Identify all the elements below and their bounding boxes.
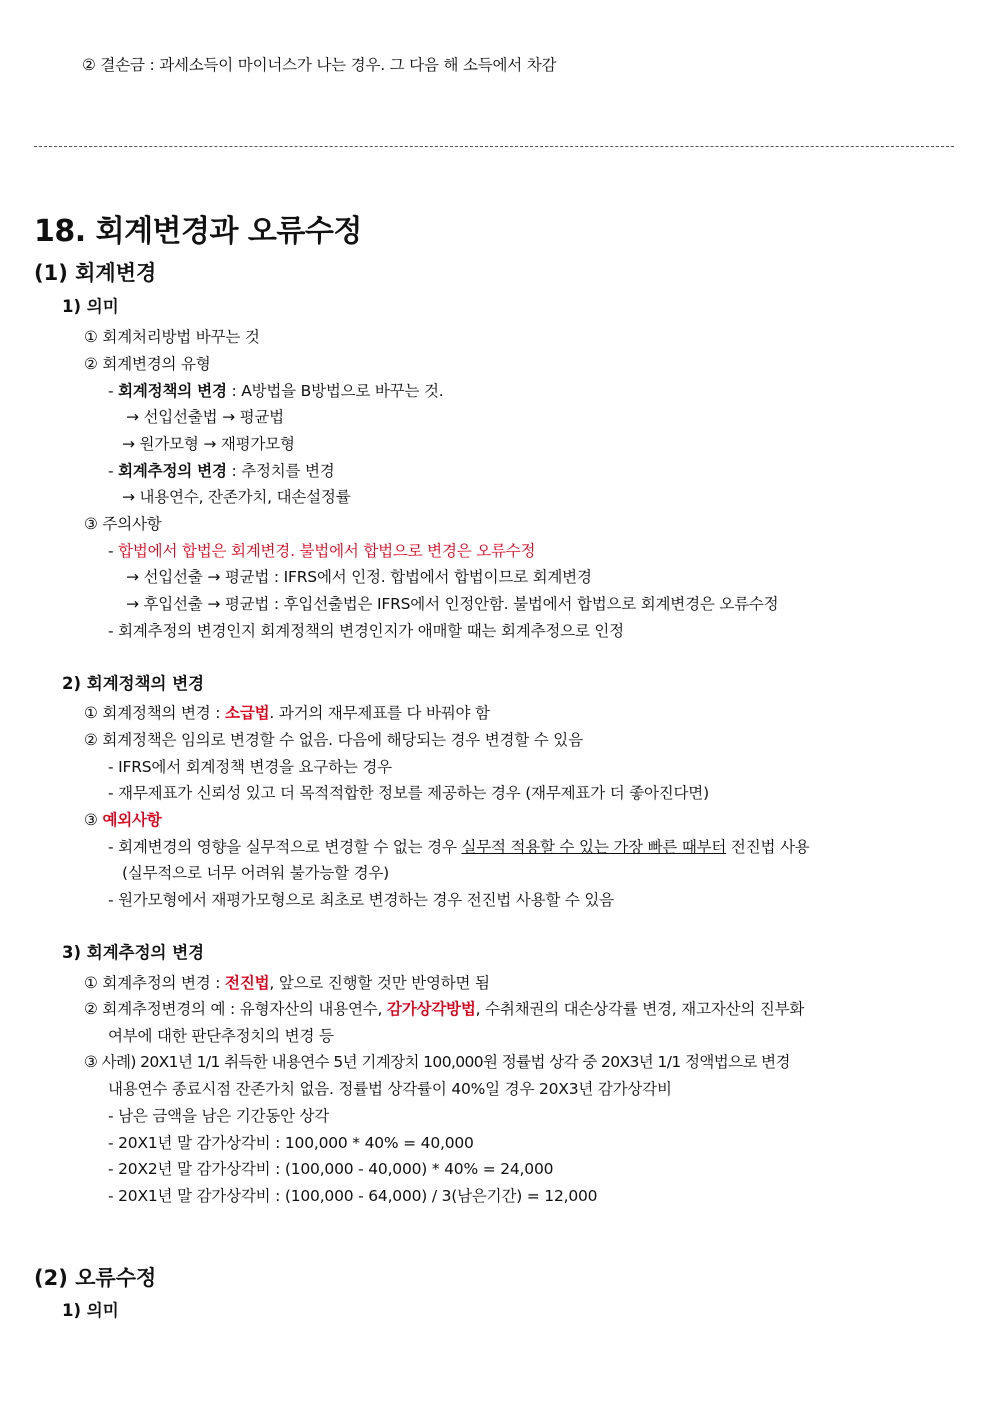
section-heading-accounting-change: (1) 회계변경 xyxy=(34,261,157,285)
list-item: - 20X1년 말 감가상각비 : 100,000 * 40% = 40,000 xyxy=(108,1134,474,1152)
list-item: - 회계정책의 변경 : A방법을 B방법으로 바꾸는 것. xyxy=(108,382,444,400)
list-item: - 20X1년 말 감가상각비 : (100,000 - 64,000) / 3(남은기간) = 12,000 xyxy=(108,1187,598,1205)
policy-change-label: 회계정책의 변경 xyxy=(118,382,227,400)
loss-carryforward-item: ② 결손금 : 과세소득이 마이너스가 나는 경우. 그 다음 해 소득에서 차감 xyxy=(82,56,557,74)
list-item: - 회계변경의 영향을 실무적으로 변경할 수 없는 경우 실무적 적용할 수 있는 가장 빠른 때부터 전진법 사용 xyxy=(108,838,810,856)
list-item: ③ 사례) 20X1년 1/1 취득한 내용연수 5년 기계장치 100,000원 정률법 상각 중 20X3년 1/1 정액법으로 변경 xyxy=(84,1053,790,1071)
list-item: - 회계추정의 변경인지 회계정책의 변경인지가 애매할 때는 회계추정으로 인정 xyxy=(108,622,624,640)
depreciation-method-red: 감가상각방법 xyxy=(386,1000,476,1018)
underlined-phrase: 실무적 적용할 수 있는 가장 빠른 때부터 xyxy=(461,838,727,856)
list-item: ① 회계추정의 변경 : 전진법, 앞으로 진행할 것만 반영하면 됨 xyxy=(84,974,490,992)
list-item: → 선입선출법 → 평균법 xyxy=(126,408,284,426)
list-item: - 20X2년 말 감가상각비 : (100,000 - 40,000) * 40% = 24,000 xyxy=(108,1160,554,1178)
list-item: ② 회계정책은 임의로 변경할 수 없음. 다음에 해당되는 경우 변경할 수 있음 xyxy=(84,731,583,749)
estimate-change-label: 회계추정의 변경 xyxy=(118,462,227,480)
list-item: ③ 예외사항 xyxy=(84,811,162,829)
section-heading-error-correction: (2) 오류수정 xyxy=(34,1266,157,1290)
section-divider xyxy=(34,146,954,147)
list-item: (실무적으로 너무 어려워 불가능할 경우) xyxy=(122,864,389,882)
list-item: ① 회계정책의 변경 : 소급법. 과거의 재무제표를 다 바꿔야 함 xyxy=(84,704,490,722)
subsection-heading-estimate-change: 3) 회계추정의 변경 xyxy=(62,943,205,962)
exception-red: 예외사항 xyxy=(102,811,162,829)
list-item: → 내용연수, 잔존가치, 대손설정률 xyxy=(122,488,351,506)
list-item: ③ 주의사항 xyxy=(84,515,162,533)
list-item: - 재무제표가 신뢰성 있고 더 목적적합한 정보를 제공하는 경우 (재무제표가 더 좋아진다면) xyxy=(108,784,709,802)
chapter-title: 18. 회계변경과 오류수정 xyxy=(34,214,362,249)
list-item: ② 회계추정변경의 예 : 유형자산의 내용연수, 감가상각방법, 수취채권의 대손상각률 변경, 재고자산의 진부화 xyxy=(84,1000,805,1018)
list-item: - 원가모형에서 재평가모형으로 최초로 변경하는 경우 전진법 사용할 수 있음 xyxy=(108,891,614,909)
list-item: ① 회계처리방법 바꾸는 것 xyxy=(84,328,260,346)
list-item: → 후입선출 → 평균법 : 후입선출법은 IFRS에서 인정안함. 불법에서 합법으로 회계변경은 오류수정 xyxy=(126,595,779,613)
list-item: - 남은 금액을 남은 기간동안 상각 xyxy=(108,1107,330,1125)
list-item: 내용연수 종료시점 잔존가치 없음. 정률법 상각률이 40%일 경우 20X3년 감가상각비 xyxy=(108,1080,672,1098)
prospective-method-red: 전진법 xyxy=(225,974,270,992)
subsection-heading-policy-change: 2) 회계정책의 변경 xyxy=(62,674,205,693)
list-item: - 합법에서 합법은 회계변경. 불법에서 합법으로 변경은 오류수정 xyxy=(108,542,536,560)
retrospective-method-red: 소급법 xyxy=(225,704,270,722)
list-item: → 선입선출 → 평균법 : IFRS에서 인정. 합법에서 합법이므로 회계변경 xyxy=(126,568,592,586)
list-item: - 회계추정의 변경 : 추정치를 변경 xyxy=(108,462,335,480)
caution-red-text: 합법에서 합법은 회계변경. 불법에서 합법으로 변경은 오류수정 xyxy=(118,542,536,560)
subsection-heading-meaning: 1) 의미 xyxy=(62,1301,119,1320)
list-item: ② 회계변경의 유형 xyxy=(84,355,211,373)
list-item: - IFRS에서 회계정책 변경을 요구하는 경우 xyxy=(108,758,392,776)
subsection-heading-meaning: 1) 의미 xyxy=(62,297,119,316)
list-item: → 원가모형 → 재평가모형 xyxy=(122,435,295,453)
list-item: 여부에 대한 판단추정치의 변경 등 xyxy=(108,1027,334,1045)
